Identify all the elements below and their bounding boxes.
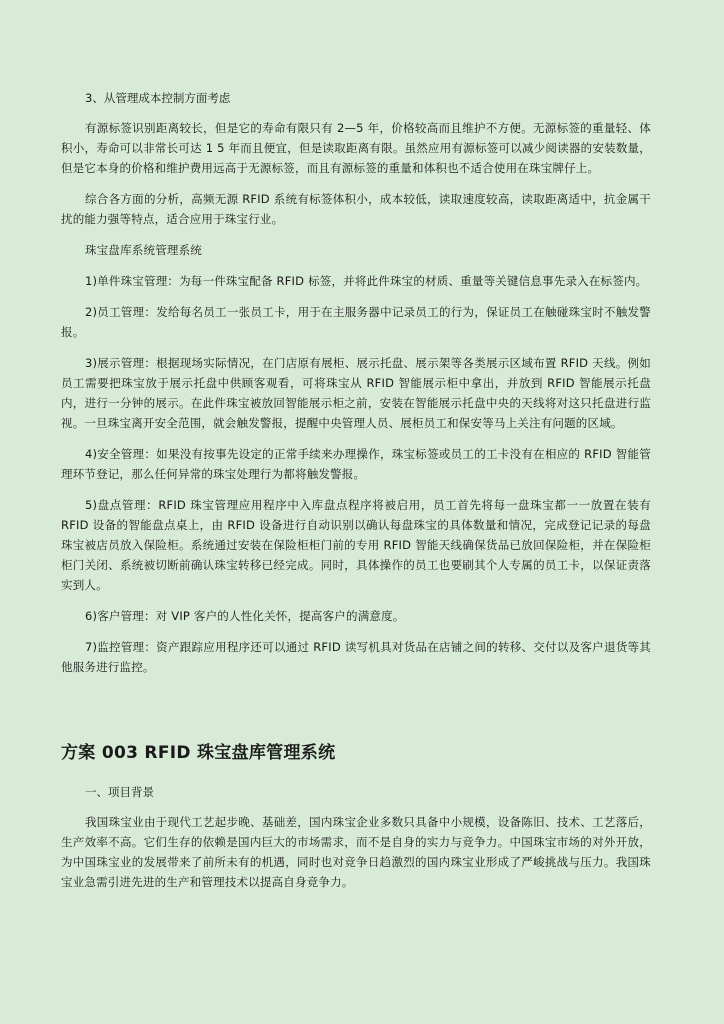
section-heading-project-background: 一、项目背景 (85, 785, 154, 799)
paragraph-security-management: 4)安全管理：如果没有按事先设定的正常手续来办理操作，珠宝标签或员工的工卡没有在相应的 RFID 智能管理环节登记，那么任何异常的珠宝处理行为都将触发警报。 (61, 447, 651, 481)
paragraph-display-management: 3)展示管理：根据现场实际情况，在门店原有展柜、展示托盘、展示架等各类展示区域布置 RFID 天线。例如员工需要把珠宝放于展示托盘中供顾客观看，可将珠宝从 RFID 智能展示柜中拿出，并放到 RFID 智能展示托盘内，进行一分钟的展示。在此件珠宝被放回智能展示柜之前，安装在智能展示托盘中央的天线将对这只托盘进行监视。一旦珠宝离开安全范围，就会触发警报，提醒中央管理人员、展柜员工和保安等马上关注有问题的区域。 (61, 356, 651, 430)
section-heading-cost-control: 3、从管理成本控制方面考虑 (85, 91, 231, 105)
document-page (61, 88, 651, 903)
paragraph-inventory-management: 5)盘点管理：RFID 珠宝管理应用程序中入库盘点程序将被启用，员工首先将每一盘珠宝都一一放置在装有 RFID 设备的智能盘点桌上，由 RFID 设备进行自动识别以确认每盘珠宝的具体数量和情况，完成登记记录的每盘珠宝被店员放入保险柜。系统通过安装在保险柜柜门前的专用 RFID 智能天线确保货品已放回保险柜，并在保险柜柜门关闭、系统被切断前确认珠宝转移已经完成。同时，具体操作的员工也要刷其个人专属的员工卡，以保证责落实到人。 (61, 498, 651, 592)
section-title-plan-003: 方案 003 RFID 珠宝盘库管理系统 (61, 743, 336, 763)
paragraph-project-background: 我国珠宝业由于现代工艺起步晚、基础差，国内珠宝企业多数只具备中小规模，设备陈旧、技术、工艺落后，生产效率不高。它们生存的依赖是国内巨大的市场需求，而不是自身的实力与竞争力。中国珠宝市场的对外开放，为中国珠宝业的发展带来了前所未有的机遇，同时也对竞争日趋激烈的国内珠宝业形成了严峻挑战与压力。我国珠宝业急需引进先进的生产和管理技术以提高自身竞争力。 (61, 815, 651, 889)
section-spacer (61, 688, 651, 740)
paragraph-active-vs-passive-tags: 有源标签识别距离较长，但是它的寿命有限只有 2—5 年，价格较高而且维护不方便。无源标签的重量轻、体积小，寿命可以非常长可达 1 5 年而且便宜，但是读取距离有限。虽然应用有源标签可以减少阅读器的安装数量，但是它本身的价格和维护费用远高于无源标签，而且有源标签的重量和体积也不适合使用在珠宝牌仔上。 (61, 121, 651, 175)
paragraph-customer-management: 6)客户管理：对 VIP 客户的人性化关怀，提高客户的满意度。 (85, 609, 405, 623)
paragraph-item-management: 1)单件珠宝管理：为每一件珠宝配备 RFID 标签，并将此件珠宝的材质、重量等关键信息事先录入在标签内。 (85, 274, 648, 288)
paragraph-staff-management: 2)员工管理：发给每名员工一张员工卡，用于在主服务器中记录员工的行为，保证员工在触碰珠宝时不触发警报。 (61, 305, 651, 339)
paragraph-system-heading: 珠宝盘库系统管理系统 (85, 243, 202, 257)
paragraph-monitoring-management: 7)监控管理：资产跟踪应用程序还可以通过 RFID 读写机具对货品在店铺之间的转移、交付以及客户退货等其他服务进行监控。 (61, 640, 651, 674)
paragraph-summary-analysis: 综合各方面的分析，高频无源 RFID 系统有标签体积小，成本较低，读取速度较高，读取距离适中，抗金属干扰的能力强等特点，适合应用于珠宝行业。 (61, 192, 651, 226)
